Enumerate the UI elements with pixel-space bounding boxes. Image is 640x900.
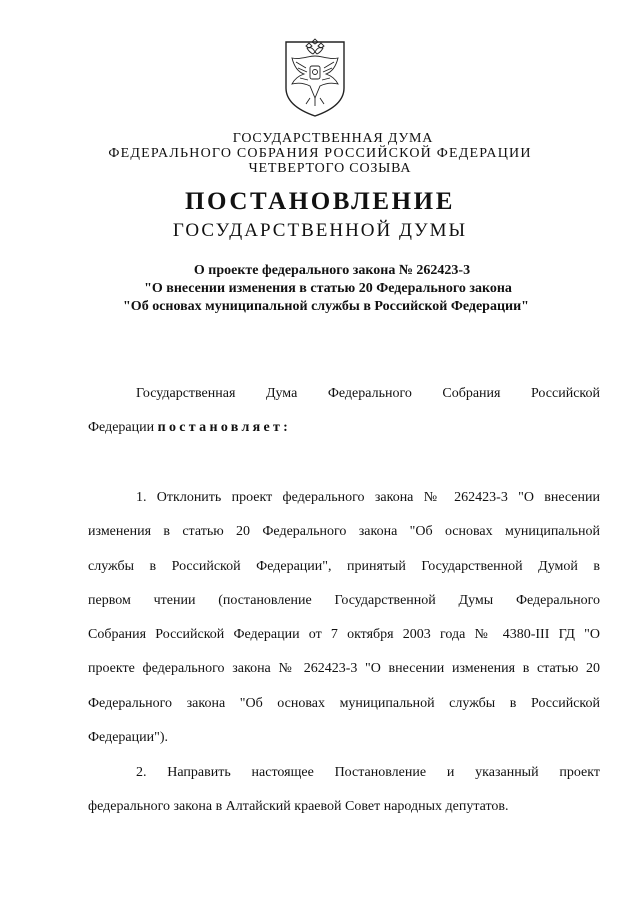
item-1-line: Федерального закона "Об основах муниципальной службы в Российской <box>88 695 600 711</box>
preamble-line-2-text: Федерации <box>88 420 158 436</box>
document-type-title: ПОСТАНОВЛЕНИЕ <box>184 188 456 215</box>
coat-of-arms-emblem <box>280 38 350 118</box>
subject-line-1: О проекте федерального закона № 262423-3 <box>193 263 471 278</box>
preamble-line-2 <box>88 411 600 445</box>
issuer-line-2: ФЕДЕРАЛЬНОГО СОБРАНИЯ РОССИЙСКОЙ ФЕДЕРАЦИИ <box>108 146 532 161</box>
item-2-line: федерального закона в Алтайский краевой Совет народных депутатов. <box>88 799 509 815</box>
subject-line-3: "Об основах муниципальной службы в Российской Федерации" <box>123 299 529 314</box>
issuer-line-3: ЧЕТВЕРТОГО СОЗЫВА <box>248 161 412 176</box>
item-1-line: Федерации"). <box>88 730 168 746</box>
item-1-paragraph <box>88 481 600 755</box>
issuer-line-1: ГОСУДАРСТВЕННАЯ ДУМА <box>232 131 434 146</box>
preamble-line-1: Государственная Дума Федерального Собрания Российской <box>136 386 600 401</box>
item-1-line: изменения в статью 20 Федерального закона "Об основах муниципальной <box>88 524 600 540</box>
item-1-line: проекте федерального закона № 262423-3 "О внесении изменения в статью 20 <box>88 661 600 677</box>
item-2-paragraph <box>88 756 600 825</box>
item-1-line: первом чтении (постановление Государственной Думы Федерального <box>88 592 600 608</box>
resolves-keyword: постановляет: <box>157 420 292 436</box>
item-1-line: Собрания Российской Федерации от 7 октября 2003 года № 4380-III ГД "О <box>88 627 600 643</box>
item-2-line: 2. Направить настоящее Постановление и указанный проект <box>136 765 600 780</box>
preamble-paragraph <box>88 377 600 446</box>
item-1-line: 1. Отклонить проект федерального закона № 262423-3 "О внесении <box>136 490 600 505</box>
document-issuer-title: ГОСУДАРСТВЕННОЙ ДУМЫ <box>172 220 468 241</box>
item-1-line: службы в Российской Федерации", принятый Государственной Думой в <box>88 558 600 574</box>
subject-line-2: "О внесении изменения в статью 20 Федерального закона <box>144 281 512 296</box>
